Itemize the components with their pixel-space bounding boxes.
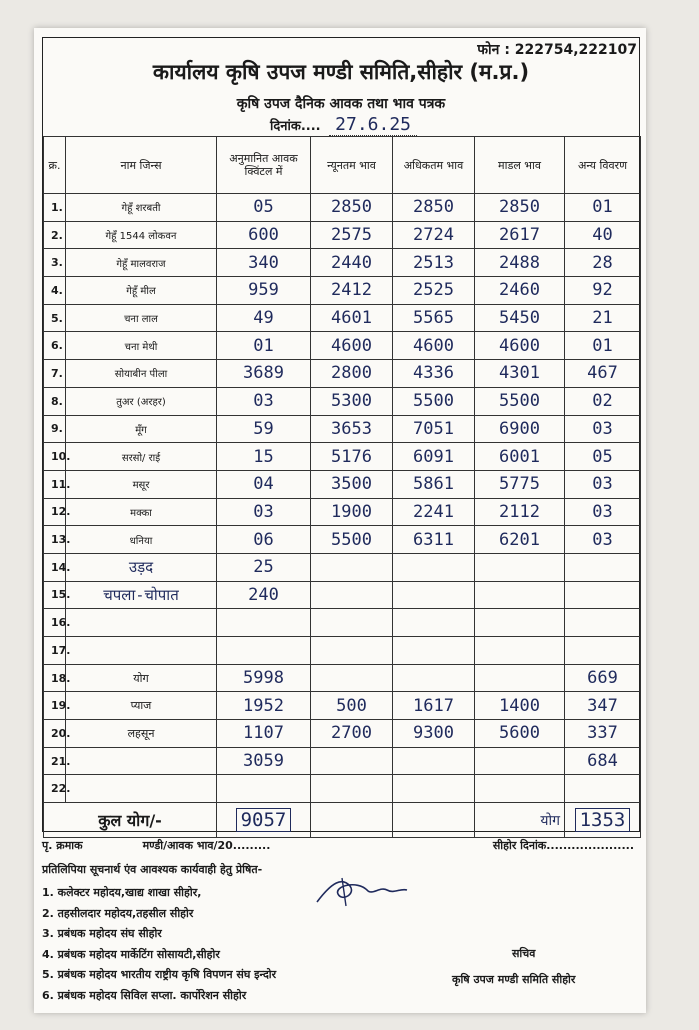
row-max-price <box>393 747 475 775</box>
row-min-price <box>311 581 393 609</box>
table-row <box>44 664 641 692</box>
col-max-price: अधिकतम भाव <box>393 137 475 194</box>
row-other: 05 <box>565 443 641 471</box>
col-other: अन्य विवरण <box>565 137 641 194</box>
row-other: 669 <box>565 664 641 692</box>
total-label: कुल योग/- <box>44 803 217 838</box>
row-modal-price: 4301 <box>475 360 565 388</box>
row-serial: 2. <box>44 221 66 249</box>
row-min-price: 5176 <box>311 443 393 471</box>
form-subtitle: कृषि उपज दैनिक आवक तथा भाव पत्रक <box>236 96 446 112</box>
row-arrival: 959 <box>217 277 311 305</box>
row-other: 28 <box>565 249 641 277</box>
table-row <box>44 747 641 775</box>
row-max-price: 2850 <box>393 194 475 222</box>
row-other <box>565 637 641 665</box>
row-min-price <box>311 664 393 692</box>
row-other: 03 <box>565 415 641 443</box>
row-commodity: मक्का <box>66 498 217 526</box>
row-other: 337 <box>565 720 641 748</box>
row-commodity: योग <box>66 664 217 692</box>
row-min-price: 5300 <box>311 387 393 415</box>
row-other: 03 <box>565 470 641 498</box>
table-row <box>44 720 641 748</box>
row-min-price: 500 <box>311 692 393 720</box>
row-commodity: चना लाल <box>66 304 217 332</box>
table-row <box>44 249 641 277</box>
row-other: 92 <box>565 277 641 305</box>
row-arrival: 3059 <box>217 747 311 775</box>
row-arrival: 59 <box>217 415 311 443</box>
row-modal-price: 1400 <box>475 692 565 720</box>
row-other: 347 <box>565 692 641 720</box>
table-body <box>44 194 641 803</box>
row-arrival <box>217 637 311 665</box>
row-other <box>565 581 641 609</box>
row-commodity: चना मेथी <box>66 332 217 360</box>
row-max-price: 5861 <box>393 470 475 498</box>
row-serial: 10. <box>44 443 66 471</box>
row-commodity: चपला-चोपात <box>66 581 217 609</box>
recipient-item: 4. प्रबंधक महोदय मार्केटिंग सोसायटी,सीहोर <box>42 947 220 961</box>
col-commodity: नाम जिन्स <box>66 137 217 194</box>
row-serial: 8. <box>44 387 66 415</box>
table-row <box>44 470 641 498</box>
table-row <box>44 194 641 222</box>
row-arrival: 05 <box>217 194 311 222</box>
row-other: 03 <box>565 498 641 526</box>
total-other-value: 1353 <box>575 808 631 832</box>
col-serial: क्र. <box>44 137 66 194</box>
row-modal-price <box>475 609 565 637</box>
table-row <box>44 692 641 720</box>
row-min-price: 2575 <box>311 221 393 249</box>
table-row <box>44 360 641 388</box>
row-modal-price: 5450 <box>475 304 565 332</box>
table-row <box>44 553 641 581</box>
row-serial: 7. <box>44 360 66 388</box>
row-serial: 3. <box>44 249 66 277</box>
row-serial: 20. <box>44 720 66 748</box>
row-max-price: 1617 <box>393 692 475 720</box>
mandi-ref: मण्डी/आवक भाव/20......... <box>142 839 271 852</box>
row-modal-price <box>475 553 565 581</box>
row-max-price: 2724 <box>393 221 475 249</box>
row-commodity <box>66 775 217 803</box>
row-arrival: 1107 <box>217 720 311 748</box>
row-commodity: प्याज <box>66 692 217 720</box>
table-row <box>44 526 641 554</box>
row-min-price <box>311 553 393 581</box>
row-serial: 22. <box>44 775 66 803</box>
row-serial: 19. <box>44 692 66 720</box>
row-commodity <box>66 747 217 775</box>
date-row: दिनांक.... 27.6.25 <box>270 114 417 135</box>
row-arrival: 25 <box>217 553 311 581</box>
recipient-item: 5. प्रबंधक महोदय भारतीय राष्ट्रीय कृषि विपणन संघ इन्दोर <box>42 968 277 981</box>
recipient-item: 2. तहसीलदार महोदय,तहसील सीहोर <box>42 906 194 920</box>
row-max-price: 2525 <box>393 277 475 305</box>
row-max-price: 5565 <box>393 304 475 332</box>
col-modal-price: माडल भाव <box>475 137 565 194</box>
total-arrival <box>217 803 311 838</box>
row-serial: 4. <box>44 277 66 305</box>
table-row <box>44 498 641 526</box>
row-commodity <box>66 637 217 665</box>
row-serial: 15. <box>44 581 66 609</box>
row-max-price <box>393 775 475 803</box>
total-other-label: योग <box>475 803 565 838</box>
row-min-price: 1900 <box>311 498 393 526</box>
row-commodity: लहसून <box>66 720 217 748</box>
row-serial: 14. <box>44 553 66 581</box>
row-max-price: 4600 <box>393 332 475 360</box>
date-value: 27.6.25 <box>329 114 417 136</box>
row-min-price: 2412 <box>311 277 393 305</box>
phone-numbers: फोन : 222754,222107 <box>477 42 637 58</box>
table-row <box>44 221 641 249</box>
table-row <box>44 775 641 803</box>
row-serial: 16. <box>44 609 66 637</box>
table-row <box>44 277 641 305</box>
row-max-price: 2513 <box>393 249 475 277</box>
row-other: 01 <box>565 194 641 222</box>
kramank-label: पृ. क्रमाक <box>42 839 83 852</box>
row-serial: 5. <box>44 304 66 332</box>
signature-scribble <box>312 872 412 912</box>
row-arrival: 01 <box>217 332 311 360</box>
row-commodity: गेहूँ शरबती <box>66 194 217 222</box>
row-min-price: 4601 <box>311 304 393 332</box>
row-max-price <box>393 609 475 637</box>
row-max-price: 6091 <box>393 443 475 471</box>
office-title: कार्यालय कृषि उपज मण्डी समिति,सीहोर (म.प्र.) <box>152 60 530 84</box>
row-min-price: 3500 <box>311 470 393 498</box>
row-modal-price <box>475 747 565 775</box>
col-arrival: अनुमानित आवक क्विंटल में <box>217 137 311 194</box>
row-modal-price <box>475 637 565 665</box>
row-max-price <box>393 637 475 665</box>
row-max-price: 7051 <box>393 415 475 443</box>
recipient-item: 1. कलेक्टर महोदय,खाद्य शाखा सीहोर, <box>42 886 202 899</box>
row-other: 21 <box>565 304 641 332</box>
row-serial: 12. <box>44 498 66 526</box>
recipient-list <box>42 883 276 1006</box>
row-arrival: 49 <box>217 304 311 332</box>
row-commodity: मूँग <box>66 415 217 443</box>
row-max-price <box>393 553 475 581</box>
row-min-price <box>311 637 393 665</box>
row-arrival: 600 <box>217 221 311 249</box>
row-serial: 13. <box>44 526 66 554</box>
recipient-item: 3. प्रबंधक महोदय संघ सीहोर <box>42 927 162 940</box>
table-row <box>44 581 641 609</box>
table-row <box>44 609 641 637</box>
row-max-price: 5500 <box>393 387 475 415</box>
row-other <box>565 775 641 803</box>
row-other <box>565 553 641 581</box>
row-modal-price <box>475 664 565 692</box>
total-other <box>565 803 641 838</box>
row-arrival: 06 <box>217 526 311 554</box>
row-arrival: 03 <box>217 387 311 415</box>
row-commodity: सरसो/ राई <box>66 443 217 471</box>
table-row <box>44 304 641 332</box>
table-row <box>44 637 641 665</box>
row-arrival: 1952 <box>217 692 311 720</box>
sehore-date: सीहोर दिनांक..................... <box>492 839 634 852</box>
total-arrival-value: 9057 <box>236 808 292 832</box>
row-other: 467 <box>565 360 641 388</box>
row-arrival: 04 <box>217 470 311 498</box>
row-commodity: गेहूँ मील <box>66 277 217 305</box>
row-commodity <box>66 609 217 637</box>
footer-ref-row <box>42 838 640 853</box>
row-modal-price <box>475 581 565 609</box>
row-max-price: 6311 <box>393 526 475 554</box>
table-row <box>44 387 641 415</box>
row-other: 684 <box>565 747 641 775</box>
copy-note: प्रतिलिपिया सूचनार्थ एंव आवश्यक कार्यवाही हेतु प्रेषित- <box>42 863 263 876</box>
row-arrival: 5998 <box>217 664 311 692</box>
row-commodity: उड़द <box>66 553 217 581</box>
row-modal-price: 5600 <box>475 720 565 748</box>
row-min-price: 2800 <box>311 360 393 388</box>
row-arrival: 3689 <box>217 360 311 388</box>
row-min-price <box>311 775 393 803</box>
row-commodity: गेहूँ 1544 लोकवन <box>66 221 217 249</box>
row-commodity: तुअर (अरहर) <box>66 387 217 415</box>
row-serial: 18. <box>44 664 66 692</box>
signatory-org: कृषि उपज मण्डी समिति सीहोर <box>452 973 576 986</box>
row-arrival: 340 <box>217 249 311 277</box>
recipient-item: 6. प्रबंधक महोदय सिविल सप्ला. कार्पोरेशन सीहोर <box>42 988 247 1002</box>
col-min-price: न्यूनतम भाव <box>311 137 393 194</box>
row-other: 01 <box>565 332 641 360</box>
row-modal-price: 6201 <box>475 526 565 554</box>
row-commodity: गेहूँ मालवराज <box>66 249 217 277</box>
row-max-price: 9300 <box>393 720 475 748</box>
row-serial: 17. <box>44 637 66 665</box>
row-arrival: 240 <box>217 581 311 609</box>
row-modal-price: 2112 <box>475 498 565 526</box>
row-min-price: 3653 <box>311 415 393 443</box>
row-other: 40 <box>565 221 641 249</box>
row-arrival <box>217 775 311 803</box>
row-max-price: 4336 <box>393 360 475 388</box>
price-table <box>43 136 641 838</box>
row-commodity: सोयाबीन पीला <box>66 360 217 388</box>
row-modal-price: 2488 <box>475 249 565 277</box>
row-modal-price: 2617 <box>475 221 565 249</box>
row-max-price <box>393 581 475 609</box>
row-modal-price: 4600 <box>475 332 565 360</box>
row-serial: 1. <box>44 194 66 222</box>
row-serial: 9. <box>44 415 66 443</box>
row-min-price <box>311 609 393 637</box>
row-min-price: 2850 <box>311 194 393 222</box>
row-min-price: 5500 <box>311 526 393 554</box>
row-serial: 11. <box>44 470 66 498</box>
row-max-price: 2241 <box>393 498 475 526</box>
table-row <box>44 332 641 360</box>
row-serial: 6. <box>44 332 66 360</box>
row-modal-price: 6900 <box>475 415 565 443</box>
row-min-price: 2700 <box>311 720 393 748</box>
row-other: 03 <box>565 526 641 554</box>
row-modal-price: 2850 <box>475 194 565 222</box>
row-max-price <box>393 664 475 692</box>
row-modal-price <box>475 775 565 803</box>
total-row <box>44 803 641 838</box>
row-modal-price: 5500 <box>475 387 565 415</box>
row-modal-price: 2460 <box>475 277 565 305</box>
date-label: दिनांक <box>270 119 301 134</box>
row-modal-price: 6001 <box>475 443 565 471</box>
table-row <box>44 443 641 471</box>
row-min-price <box>311 747 393 775</box>
signatory-title: सचिव <box>512 947 536 960</box>
table-header-row <box>44 137 641 194</box>
row-arrival: 15 <box>217 443 311 471</box>
table-row <box>44 415 641 443</box>
row-modal-price: 5775 <box>475 470 565 498</box>
row-commodity: मसूर <box>66 470 217 498</box>
row-min-price: 2440 <box>311 249 393 277</box>
row-min-price: 4600 <box>311 332 393 360</box>
row-serial: 21. <box>44 747 66 775</box>
row-other: 02 <box>565 387 641 415</box>
row-arrival: 03 <box>217 498 311 526</box>
row-arrival <box>217 609 311 637</box>
row-commodity: धनिया <box>66 526 217 554</box>
row-other <box>565 609 641 637</box>
